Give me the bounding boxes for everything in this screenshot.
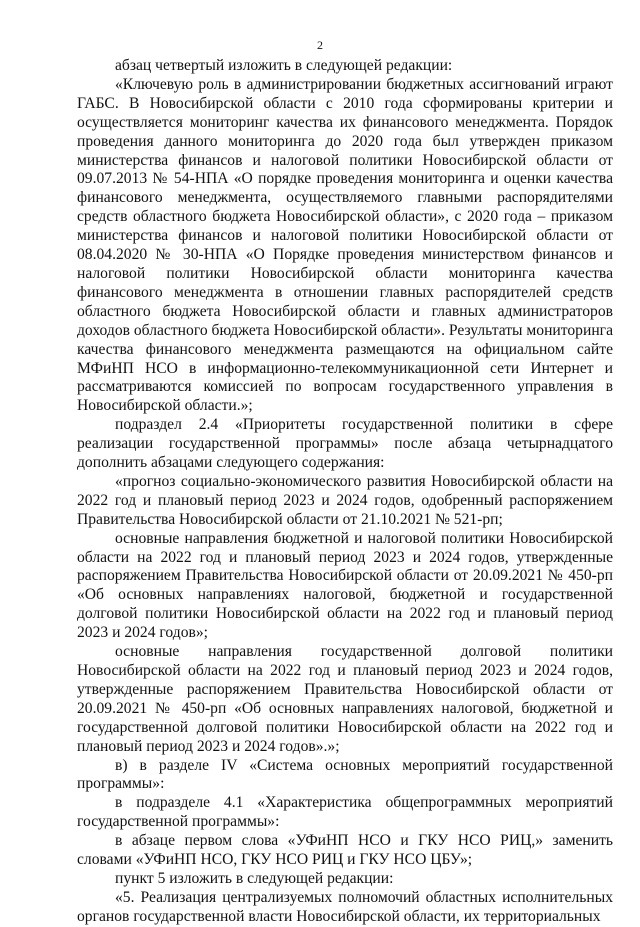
paragraph: «Ключевую роль в администрировании бюджетных ассигнований играют ГАБС. В Новосибирской области с 2010 года сформированы критерии и осуществляется мониторинг качества их финансового менеджмента. Порядок проведения данного мониторинга до 2020 года был утвержден приказом министерства финансов и налоговой политики Новосибирской области от 09.07.2013 № 54-НПА «О порядке проведения мониторинга и оценки качества финансового менеджмента, осуществляемого главными распорядителями средств областного бюджета Новосибирской области», с 2020 года – приказом министерства финансов и налоговой политики Новосибирской области от 08.04.2020 № 30-НПА «О Порядке проведения министерством финансов и налоговой политики Новосибирской области мониторинга качества финансового менеджмента в отношении главных распорядителей средств областного бюджета Новосибирской области и главных администраторов доходов областного бюджета Новосибирской области». Результаты мониторинга качества финансового менеджмента размещаются на официальном сайте МФиНП НСО в информационно-телекоммуникационной сети Интернет и рассматриваются комиссией по вопросам государственного управления в Новосибирской области.»; xyxy=(77,75,613,415)
paragraph: «5. Реализация централизуемых полномочий областных исполнительных органов государственной власти Новосибирской области, их территориальных xyxy=(77,888,613,925)
paragraph: «прогноз социально-экономического развития Новосибирской области на 2022 год и плановый период 2023 и 2024 годов, одобренный распоряжением Правительства Новосибирской области от 21.10.2021 № 521-рп; xyxy=(77,472,613,528)
document-body xyxy=(77,57,613,927)
page-number: 2 xyxy=(317,38,323,52)
paragraph: абзац четвертый изложить в следующей редакции: xyxy=(115,57,453,74)
paragraph: в) в разделе IV «Система основных мероприятий государственной программы»: xyxy=(77,756,613,793)
paragraph: подраздел 2.4 «Приоритеты государственной политики в сфере реализации государственной программы» после абзаца четырнадцатого дополнить абзацами следующего содержания: xyxy=(77,416,613,472)
paragraph: основные направления бюджетной и налоговой политики Новосибирской области на 2022 год и плановый период 2023 и 2024 годов, утвержденные распоряжением Правительства Новосибирской области от 20.09.2021 № 450-рп «Об основных направлениях налоговой, бюджетной и государственной долговой политики Новосибирской области на 2022 год и плановый период 2023 и 2024 годов»; xyxy=(77,529,613,642)
paragraph: основные направления государственной долговой политики Новосибирской области на 2022 год и плановый период 2023 и 2024 годов, утвержденные распоряжением Правительства Новосибирской области от 20.09.2021 № 450-рп «Об основных направлениях налоговой, бюджетной и государственной долговой политики Новосибирской области на 2022 год и плановый период 2023 и 2024 годов».»; xyxy=(77,643,613,755)
paragraph: в абзаце первом слова «УФиНП НСО и ГКУ НСО РИЦ,» заменить словами «УФиНП НСО, ГКУ НСО РИЦ и ГКУ НСО ЦБУ»; xyxy=(77,832,613,869)
paragraph: пункт 5 изложить в следующей редакции: xyxy=(115,869,394,887)
paragraph: в подразделе 4.1 «Характеристика общепрограммных мероприятий государственной программы»: xyxy=(77,794,613,831)
